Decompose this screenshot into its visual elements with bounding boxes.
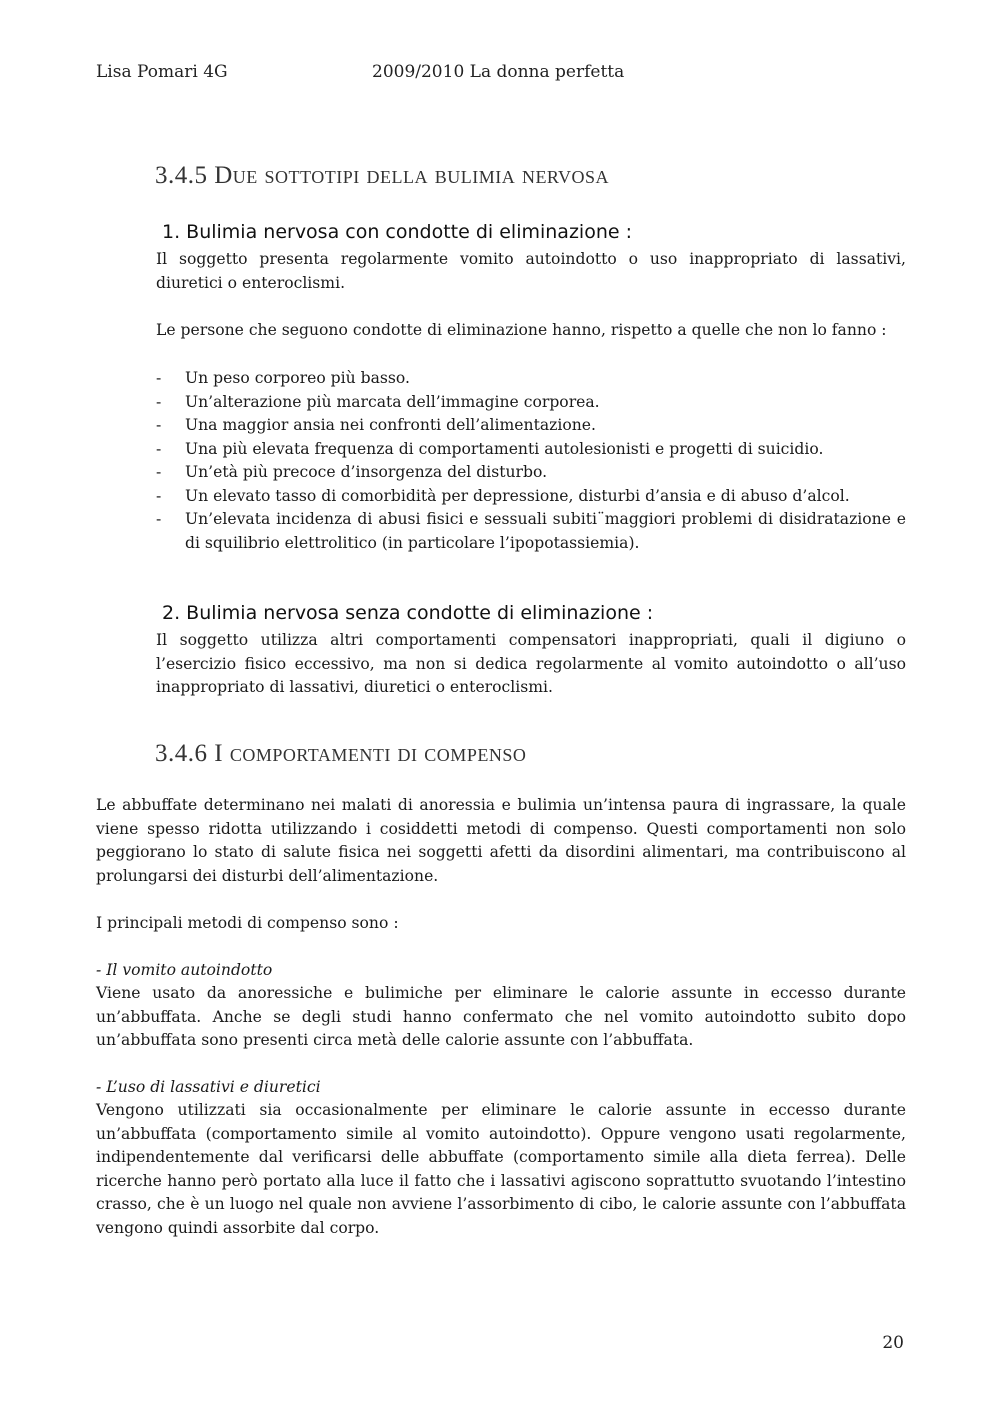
list-item-text: Un’età più precoce d’insorgenza del disturbo.	[185, 463, 548, 481]
section-title-346: 3.4.6 I comportamenti di compenso	[155, 740, 527, 767]
section-title-345: 3.4.5 Due sottotipi della bulimia nervosa	[155, 162, 610, 189]
dash-marker: -	[156, 486, 162, 505]
dash-marker: -	[156, 510, 162, 528]
method-1-text: Viene usato da anoressiche e bulimiche per eliminare le calorie assunte in eccesso durante un’abbuffata. Anche se degli studi hanno confermato che nel vomito autoindotto subito dopo un’abbuffata sono presenti circa metà delle calorie assunte con l’abbuffata.	[96, 984, 906, 1049]
list-item-text: Un peso corporeo più basso.	[185, 369, 410, 387]
list-item	[156, 485, 906, 509]
method-1-label-prefix: -	[96, 961, 107, 979]
dash-marker: -	[156, 416, 162, 434]
list-item-text: Un elevato tasso di comorbidità per depressione, disturbi d’ansia e di abuso d’alcol.	[185, 486, 850, 505]
methods-intro: I principali metodi di compenso sono :	[96, 914, 399, 932]
list-item	[156, 461, 906, 485]
dash-marker: -	[156, 439, 162, 458]
list-item	[156, 508, 906, 555]
subsection-1-bullet-list	[156, 367, 906, 555]
subsection-heading-1: 1. Bulimia nervosa con condotte di eliminazione :	[162, 221, 632, 243]
method-1-label-text: Il vomito autoindotto	[106, 961, 273, 979]
method-1-label	[96, 959, 906, 983]
list-item-text: Una più elevata frequenza di comportamenti autolesionisti e progetti di suicidio.	[185, 439, 824, 458]
subsection-heading-2: 2. Bulimia nervosa senza condotte di eliminazione :	[162, 602, 654, 624]
subsection-1-paragraph: Il soggetto presenta regolarmente vomito autoindotto o uso inappropriato di lassativi, diuretici o enteroclismi.	[156, 250, 906, 292]
page-number: 20	[882, 1333, 904, 1353]
list-item	[156, 391, 906, 415]
list-item	[156, 367, 906, 391]
subsection-1-intro: Le persone che seguono condotte di eliminazione hanno, rispetto a quelle che non lo fanno :	[156, 321, 887, 339]
method-2-text: Vengono utilizzati sia occasionalmente per eliminare le calorie assunte in eccesso durante un’abbuffata (comportamento simile al vomito autoindotto). Oppure vengono usati regolarmente, indipendentemente dal verificarsi delle abbuffate (comportamento simile alla dieta ferrea). Delle ricerche hanno però portato alla luce il fatto che i lassativi agiscono soprattutto svuotando l’intestino crasso, che è un luogo nel quale non avviene l’assorbimento di cibo, le calorie assunte con l’abbuffata vengono quindi assorbite dal corpo.	[96, 1101, 906, 1237]
dash-marker: -	[156, 369, 162, 387]
list-item-text: Un’alterazione più marcata dell’immagine corporea.	[185, 392, 600, 411]
section-346-intro: Le abbuffate determinano nei malati di anoressia e bulimia un’intensa paura di ingrassare, la quale viene spesso ridotta utilizzando i cosiddetti metodi di compenso. Questi comportamenti non solo peggiorano lo stato di salute fisica nei soggetti afetti da disordini alimentari, ma contribuiscono al prolungarsi dei disturbi dell’alimentazione.	[96, 796, 906, 885]
list-item-text: Una maggior ansia nei confronti dell’alimentazione.	[185, 416, 596, 434]
header-title: 2009/2010 La donna perfetta	[372, 62, 625, 82]
method-2-label-prefix: -	[96, 1078, 107, 1096]
header-author: Lisa Pomari 4G	[96, 62, 228, 82]
dash-marker: -	[156, 392, 162, 411]
method-2-label	[96, 1076, 906, 1100]
dash-marker: -	[156, 463, 162, 481]
subsection-2-paragraph: Il soggetto utilizza altri comportamenti compensatori inappropriati, quali il digiuno o l’esercizio fisico eccessivo, ma non si dedica regolarmente al vomito autoindotto o all’uso inappropriato di lassativi, diuretici o enteroclismi.	[156, 631, 906, 696]
list-item-text: Un’elevata incidenza di abusi fisici e sessuali subiti¨maggiori problemi di disidratazione e di squilibrio elettrolitico (in particolare l’ipopotassiemia).	[185, 510, 906, 552]
list-item	[156, 414, 906, 438]
method-2-label-text: L’uso di lassativi e diuretici	[106, 1078, 321, 1096]
list-item	[156, 438, 906, 462]
